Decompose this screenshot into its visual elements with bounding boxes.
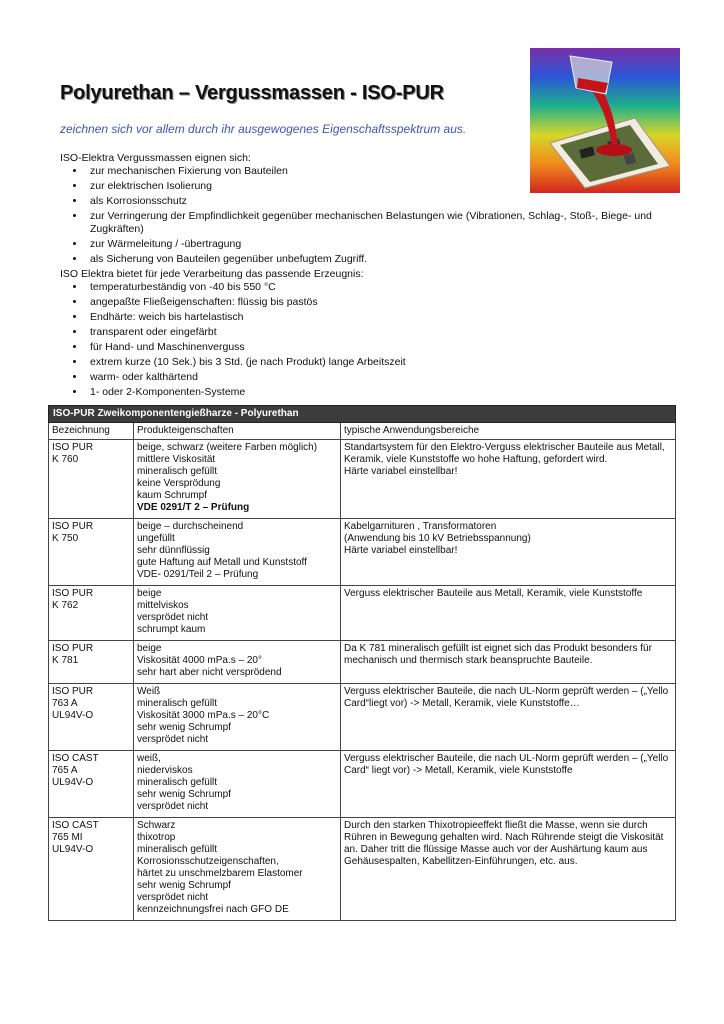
product-applications-cell — [341, 440, 676, 519]
product-properties-cell — [134, 440, 341, 519]
cell-line: sehr wenig Schrumpf — [137, 789, 231, 800]
cell-line: beige — [137, 588, 162, 599]
cell-line: Weiß — [137, 686, 161, 697]
page-title: Polyurethan – Vergussmassen - ISO-PUR — [60, 82, 444, 104]
intro-lead-uses: ISO-Elektra Vergussmassen eignen sich: — [60, 152, 251, 164]
product-applications-cell — [341, 519, 676, 586]
cell-line: kennzeichnungsfrei nach GFO DE — [137, 904, 289, 915]
cell-line: sehr wenig Schrumpf — [137, 880, 231, 891]
table-caption: ISO-PUR Zweikomponentengießharze - Polyurethan — [49, 406, 676, 423]
cell-line: Viskosität 4000 mPa.s – 20° — [137, 655, 262, 666]
cell-line: UL94V-O — [52, 777, 94, 788]
cell-line: ungefüllt — [137, 533, 175, 544]
page-subtitle: zeichnen sich vor allem durch ihr ausgewogenes Eigenschaftsspektrum aus. — [60, 122, 467, 136]
uses-list — [60, 165, 680, 266]
cell-line: Verguss elektrischer Bauteile, die nach UL-Norm geprüft werden – („Yello Card“ liegt vor) -> Metall, Keramik, viele Kunststoffe — [344, 753, 669, 776]
column-header-applications: typische Anwendungsbereiche — [341, 423, 676, 440]
cell-line: K 760 — [52, 454, 79, 465]
product-name-cell — [49, 684, 134, 751]
product-name-cell — [49, 818, 134, 921]
cell-line: Schwarz — [137, 820, 176, 831]
cell-line: ISO CAST — [52, 820, 99, 831]
cell-line: mineralisch gefüllt — [137, 698, 218, 709]
cell-line: 765 A — [52, 765, 78, 776]
cell-line: versprödet nicht — [137, 734, 209, 745]
cell-line: kaum Schrumpf — [137, 490, 208, 501]
list-item: • transparent oder eingefärbt — [86, 326, 680, 339]
list-item: • als Korrosionsschutz — [86, 195, 680, 208]
list-item: • extrem kurze (10 Sek.) bis 3 Std. (je nach Produkt) lange Arbeitszeit — [86, 356, 680, 369]
cell-line: 765 MI — [52, 832, 83, 843]
cell-line: versprödet nicht — [137, 892, 209, 903]
cell-line: weiß, — [137, 753, 161, 764]
cell-line: Härte variabel einstellbar! — [344, 466, 458, 477]
cell-line: mittlere Viskosität — [137, 454, 216, 465]
cell-line: UL94V-O — [52, 844, 94, 855]
cell-line: mineralisch gefüllt — [137, 466, 218, 477]
product-name-cell — [49, 519, 134, 586]
column-header-name: Bezeichnung — [49, 423, 134, 440]
product-applications-cell — [341, 818, 676, 921]
list-item: • zur Wärmeleitung / -übertragung — [86, 238, 680, 251]
cell-line: beige, schwarz (weitere Farben möglich) — [137, 442, 318, 453]
cell-line: K 750 — [52, 533, 79, 544]
cell-line: Standartsystem für den Elektro-Verguss elektrischer Bauteile aus Metall, Keramik, viele Kunststoffe wo hohe Haftung, gefordert wird. — [344, 442, 665, 465]
product-properties-cell — [134, 818, 341, 921]
cell-line: ISO PUR — [52, 442, 94, 453]
product-table — [48, 405, 676, 921]
cell-line: ISO PUR — [52, 588, 94, 599]
product-name-cell — [49, 751, 134, 818]
cell-line: keine Versprödung — [137, 478, 221, 489]
cell-line: Durch den starken Thixotropieeffekt fließt die Masse, wenn sie durch Rühren in Bewegung gehalten wird. Nach Rührende steigt die Viskosität an. Daher tritt die flüssige Masse auch vor der Aushärtung kaum aus Gehäusespalten, Kabellitzen-Einführungen, etc. aus. — [344, 820, 664, 867]
product-properties-cell — [134, 641, 341, 684]
product-name-cell — [49, 440, 134, 519]
cell-line: thixotrop — [137, 832, 176, 843]
cell-line: ISO PUR — [52, 643, 94, 654]
product-applications-cell — [341, 586, 676, 641]
list-item: • warm- oder kalthärtend — [86, 371, 680, 384]
list-item: • Endhärte: weich bis hartelastisch — [86, 311, 680, 324]
product-properties-cell — [134, 519, 341, 586]
cell-line: sehr hart aber nicht versprödend — [137, 667, 282, 678]
cell-line: K 781 — [52, 655, 79, 666]
table-row — [49, 440, 676, 519]
cell-line: Verguss elektrischer Bauteile, die nach UL-Norm geprüft werden – („Yello Card“liegt vor) -> Metall, Keramik, viele Kunststoffe… — [344, 686, 669, 709]
list-item: • als Sicherung von Bauteilen gegenüber unbefugtem Zugriff. — [86, 253, 680, 266]
column-header-properties: Produkteigenschaften — [134, 423, 341, 440]
list-item: • 1- oder 2-Komponenten-Systeme — [86, 386, 680, 399]
table-row — [49, 751, 676, 818]
product-applications-cell — [341, 684, 676, 751]
product-name-cell — [49, 641, 134, 684]
product-properties-cell — [134, 684, 341, 751]
cell-line: versprödet nicht — [137, 612, 209, 623]
product-applications-cell — [341, 641, 676, 684]
cell-line: Härte variabel einstellbar! — [344, 545, 458, 556]
list-item: • zur mechanischen Fixierung von Bauteilen — [86, 165, 680, 178]
list-item: • angepaßte Fließeigenschaften: flüssig bis pastös — [86, 296, 680, 309]
cell-line: VDE- 0291/Teil 2 – Prüfung — [137, 569, 259, 580]
cell-line: ISO PUR — [52, 521, 94, 532]
list-item: • für Hand- und Maschinenverguss — [86, 341, 680, 354]
product-properties-cell — [134, 586, 341, 641]
cell-line: K 762 — [52, 600, 79, 611]
cell-line: versprödet nicht — [137, 801, 209, 812]
cell-line: niederviskos — [137, 765, 193, 776]
table-row — [49, 684, 676, 751]
cell-line: Viskosität 3000 mPa.s – 20°C — [137, 710, 270, 721]
cell-line: 763 A — [52, 698, 78, 709]
list-item: • zur Verringerung der Empfindlichkeit gegenüber mechanischen Belastungen wie (Vibrationen, Schlag-, Stoß-, Biege- und Zugkräften) — [86, 210, 680, 236]
cell-line: ISO PUR — [52, 686, 94, 697]
table-row — [49, 818, 676, 921]
list-item: • zur elektrischen Isolierung — [86, 180, 680, 193]
cell-line: schrumpt kaum — [137, 624, 206, 635]
intro-section — [60, 152, 680, 401]
cell-line: Da K 781 mineralisch gefüllt ist eignet sich das Produkt besonders für mechanisch und thermisch stark beanspruchte Bauteile. — [344, 643, 652, 666]
cell-line: sehr dünnflüssig — [137, 545, 210, 556]
product-name-cell — [49, 586, 134, 641]
cell-line: beige – durchscheinend — [137, 521, 244, 532]
list-item: • temperaturbeständig von -40 bis 550 °C — [86, 281, 680, 294]
cell-line: Kabelgarnituren , Transformatoren — [344, 521, 497, 532]
intro-lead-features: ISO Elektra bietet für jede Verarbeitung das passende Erzeugnis: — [60, 268, 364, 280]
cell-line: Verguss elektrischer Bauteile aus Metall, Keramik, viele Kunststoffe — [344, 588, 643, 599]
cell-line: sehr wenig Schrumpf — [137, 722, 231, 733]
features-list — [60, 281, 680, 399]
table-header-row — [49, 423, 676, 440]
product-properties-cell — [134, 751, 341, 818]
cell-line-bold: VDE 0291/T 2 – Prüfung — [137, 502, 250, 513]
cell-line: Korrosionsschutzeigenschaften, — [137, 856, 279, 867]
cell-line: UL94V-O — [52, 710, 94, 721]
cell-line: mittelviskos — [137, 600, 189, 611]
product-applications-cell — [341, 751, 676, 818]
table-row — [49, 519, 676, 586]
table-row — [49, 641, 676, 684]
cell-line: ISO CAST — [52, 753, 99, 764]
cell-line: mineralisch gefüllt — [137, 777, 218, 788]
table-row — [49, 586, 676, 641]
cell-line: (Anwendung bis 10 kV Betriebsspannung) — [344, 533, 531, 544]
cell-line: mineralisch gefüllt — [137, 844, 218, 855]
cell-line: gute Haftung auf Metall und Kunststoff — [137, 557, 307, 568]
cell-line: beige — [137, 643, 162, 654]
cell-line: härtet zu unschmelzbarem Elastomer — [137, 868, 303, 879]
